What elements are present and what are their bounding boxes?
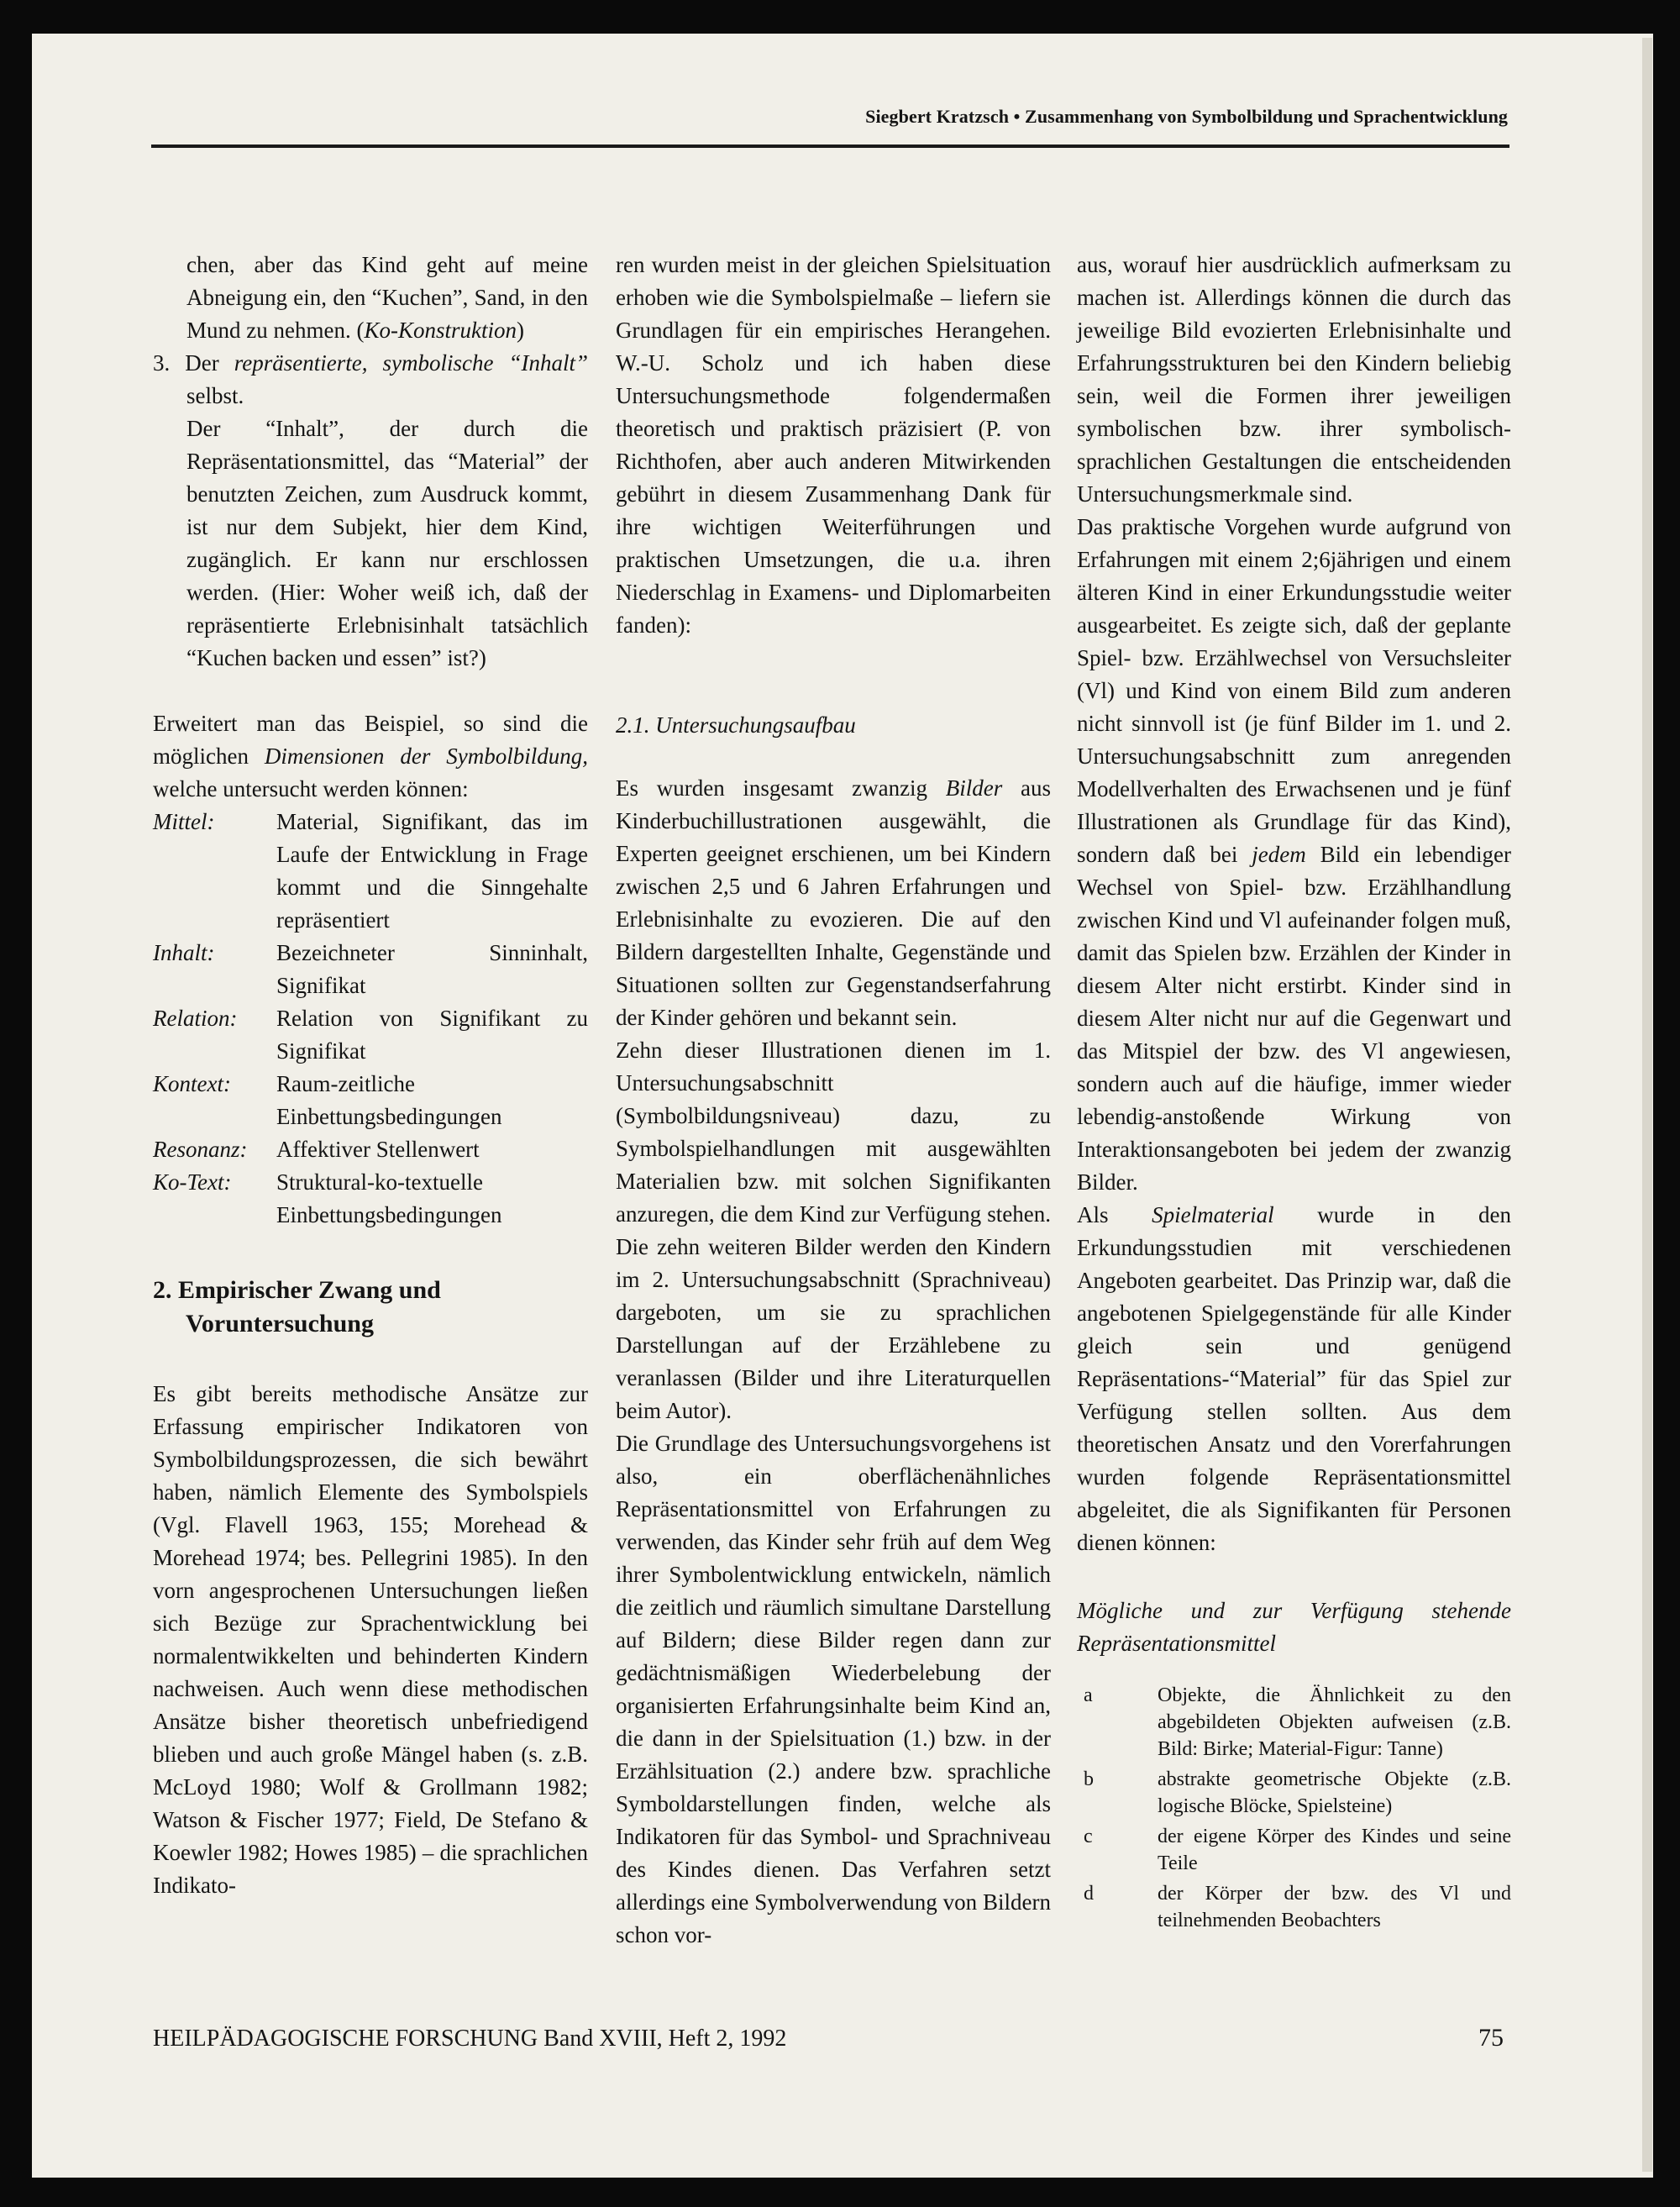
definition-list [153, 806, 588, 1232]
column-2 [616, 249, 1051, 1952]
definition-item: Resonanz: Affektiver Stellenwert [153, 1137, 480, 1162]
paragraph: ren wurden meist in der gleichen Spielsituation erhoben wie die Symbolspielmaße – liefern sie Grundlagen für ein empirisches Herangehen. W.-U. Scholz und ich haben diese Untersuchungsmethode folgendermaßen theoretisch und praktisch präzisiert (P. von Richthofen, aber auch anderen Mitwirkenden gebührt in diesem Zusammenhang Dank für ihre wichtigen Weiterführungen und praktischen Umsetzungen, die u.a. ihren Niederschlag in Examens- und Diplomarbeiten fanden): [616, 252, 1051, 638]
definition-item: Relation: Relation von Signifikant zu Signifikat [153, 1006, 588, 1064]
paragraph: Es wurden insgesamt zwanzig Bilder aus Kinderbuchillustrationen ausgewählt, die Experten geeignet erschienen, um bei Kindern zwischen 2,5 und 6 Jahren Erfahrungen und Erlebnisinhalte zu evozieren. Die auf den Bildern dargestellten Inhalte, Gegenstände und Situationen sollten zur Gegenstandserfahrung der Kinder gehören und bekannt sein. [616, 775, 1051, 1030]
page-edge [1642, 38, 1652, 2172]
header-rule [151, 145, 1509, 148]
definition-item: Kontext: Raum-zeitliche Einbettungsbedingungen [153, 1071, 502, 1129]
list-item: c der eigene Körper des Kindes und seine Teile [1084, 1826, 1511, 1874]
paragraph: chen, aber das Kind geht auf meine Abneigung ein, den “Kuchen”, Sand, in den Mund zu nehmen. (Ko-Konstruktion) [186, 252, 588, 343]
paragraph: Das praktische Vorgehen wurde aufgrund von Erfahrungen mit einem 2;6jährigen und einem älteren Kind in einer Erkundungsstudie weiter ausgearbeitet. Es zeigte sich, daß der geplante Spiel- bzw. Erzählwechsel von Versuchsleiter (Vl) und Kind von einem Bild zum anderen nicht sinnvoll ist (je fünf Bilder im 1. und 2. Untersuchungsabschnitt zum anregenden Modellverhalten des Erwachsenen und je fünf Illustrationen als Grundlage für das Kind), sondern daß bei jedem Bild ein lebendiger Wechsel von Spiel- bzw. Erzählhandlung zwischen Kind und Vl aufeinander folgen muß, damit das Spielen bzw. Erzählen der Kinder in diesem Alter nicht erstirbt. Kinder sind in diesem Alter nicht nur auf die Gegenwart und das Mitspiel der bzw. des Vl angewiesen, sondern auch auf die häufige, immer wieder lebendig-anstoßende Wirkung von Interaktionsangeboten bei jedem der zwanzig Bilder. [1077, 514, 1511, 1195]
paragraph: aus, worauf hier ausdrücklich aufmerksam zu machen ist. Allerdings können die durch das jeweilige Bild evozierten Erlebnisinhalte und Erfahrungsstrukturen bei den Kindern beliebig sein, weil die Formen ihrer jeweiligen symbolischen bzw. ihrer symbolisch-sprachlichen Gestaltungen die entscheidenden Untersuchungsmerkmale sind. [1077, 252, 1511, 507]
subsection-heading: Mögliche und zur Verfügung stehende Repräsentationsmittel [1077, 1598, 1511, 1656]
page-number: 75 [1478, 2024, 1504, 2052]
list-item-3: 3. Der repräsentierte, symbolische “Inhalt” selbst. [153, 350, 588, 408]
paragraph: Es gibt bereits methodische Ansätze zur Erfassung empirischer Indikatoren von Symbolbildungsprozessen, die sich bewährt haben, nämlich Elemente des Symbolspiels (Vgl. Flavell 1963, 155; Morehead & Morehead 1974; bes. Pellegrini 1985). In den vorn angesprochenen Untersuchungen ließen sich Bezüge zur Sprachentwicklung bei normalentwikkelten und behinderten Kindern nachweisen. Auch wenn diese methodischen Ansätze bisher theoretisch unbefriedigend blieben und auch große Mängel haben (s. z.B. McLoyd 1980; Wolf & Grollmann 1982; Watson & Fischer 1977; Field, De Stefano & Koewler 1982; Howes 1985) – die sprachlichen Indikato- [153, 1381, 588, 1898]
paragraph: Zehn dieser Illustrationen dienen im 1. Untersuchungsabschnitt (Symbolbildungsniveau) dazu, zu Symbolspielhandlungen mit ausgewählten Materialien bzw. mit solchen Signifikanten anzuregen, die dem Kind zur Verfügung stehen. Die zehn weiteren Bilder werden den Kindern im 2. Untersuchungsabschnitt (Sprachniveau) dargeboten, um sie zu sprachlichen Darstellungan auf der Erzählebene zu veranlassen (Bilder und ihre Literaturquellen beim Autor). [616, 1038, 1051, 1423]
section-heading: 2. Empirischer Zwang und Voruntersuchung [153, 1276, 441, 1337]
paragraph: Als Spielmaterial wurde in den Erkundungsstudien mit verschiedenen Angeboten gearbeitet. Das Prinzip war, daß die angebotenen Spielgegenstände für alle Kinder gleich sein und genügend Repräsentations-“Material” für das Spiel zur Verfügung stellen sollten. Aus dem theoretischen Ansatz und den Vorerfahrungen wurden folgende Repräsentationsmittel abgeleitet, die als Signifikanten für Personen dienen können: [1077, 1202, 1511, 1555]
definition-item: Mittel: Material, Signifikant, das im Laufe der Entwicklung in Frage kommt und die Sinngehalte repräsentiert [153, 809, 588, 933]
paragraph: Der “Inhalt”, der durch die Repräsentationsmittel, das “Material” der benutzten Zeichen, zum Ausdruck kommt, ist nur dem Subjekt, hier dem Kind, zugänglich. Er kann nur erschlossen werden. (Hier: Woher weiß ich, daß der repräsentierte Erlebnisinhalt tatsächlich “Kuchen backen und essen” ist?) [186, 416, 588, 670]
definition-item: Ko-Text: Struktural-ko-textuelle Einbettungsbedingungen [153, 1169, 502, 1227]
list-item: d der Körper der bzw. des Vl und teilnehmenden Beobachters [1084, 1883, 1511, 1931]
paragraph: Erweitert man das Beispiel, so sind die möglichen Dimensionen der Symbolbildung, welche untersucht werden können: [153, 711, 588, 801]
list-item: b abstrakte geometrische Objekte (z.B. logische Blöcke, Spielsteine) [1084, 1768, 1511, 1817]
column-1 [153, 249, 588, 1902]
definition-item: Inhalt: Bezeichneter Sinninhalt, Signifikat [153, 940, 588, 998]
representation-list [1077, 1682, 1511, 1934]
running-head: Siegbert Kratzsch • Zusammenhang von Symbolbildung und Sprachentwicklung [865, 106, 1508, 127]
subsection-heading: 2.1. Untersuchungsaufbau [616, 712, 856, 738]
list-item: a Objekte, die Ähnlichkeit zu den abgebildeten Objekten aufweisen (z.B. Bild: Birke; Material-Figur: Tanne) [1084, 1684, 1511, 1760]
paragraph: Die Grundlage des Untersuchungsvorgehens ist also, ein oberflächenähnliches Repräsentationsmittel von Erfahrungen zu verwenden, das Kinder sehr früh auf dem Weg ihrer Symbolentwicklung entwickeln, nämlich die zeitlich und räumlich simultane Darstellung auf Bildern; diese Bilder regen dann zur gedächtnismäßigen Wiederbelebung der organisierten Erfahrungsinhalte beim Kind an, die dann in der Spielsituation (1.) bzw. in der Erzählsituation (2.) andere bzw. sprachliche Symboldarstellungen finden, welche als Indikatoren für das Symbol- und Sprachniveau des Kindes dienen. Das Verfahren setzt allerdings eine Symbolverwendung von Bildern schon vor- [616, 1431, 1051, 1947]
journal-footer: HEILPÄDAGOGISCHE FORSCHUNG Band XVIII, Heft 2, 1992 [153, 2026, 787, 2052]
column-3 [1077, 249, 1511, 1937]
